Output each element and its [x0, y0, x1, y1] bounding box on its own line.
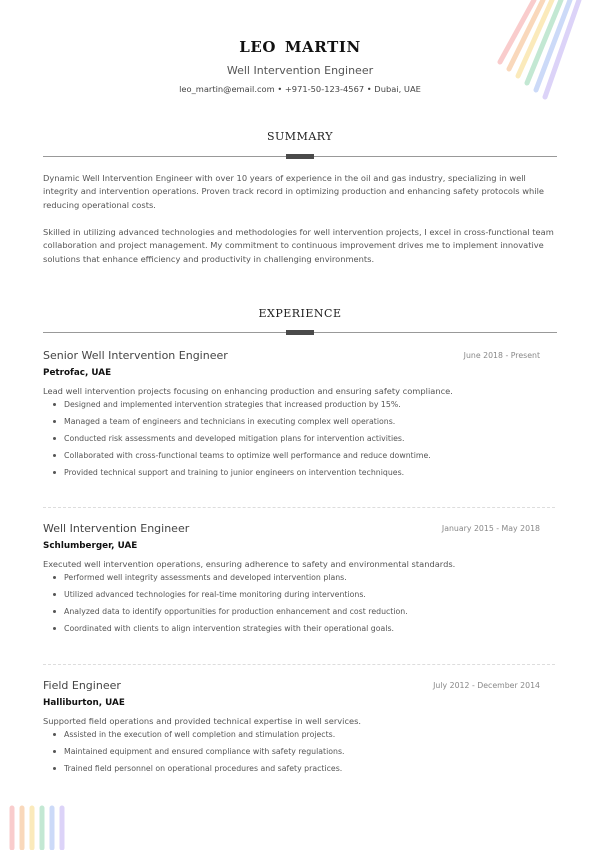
- candidate-title: Well Intervention Engineer: [226, 64, 374, 77]
- summary-paragraph: Skilled in utilizing advanced technologies and methodologies for well intervention projects, I excel in cross-functional team collaboration and project management. My commitment to continuous improvement drives me to implement innovative solutions that enhance efficiency and productivity in challenging environments.: [43, 227, 554, 264]
- summary-divider-mark: [286, 154, 314, 159]
- bullet-item: [53, 622, 557, 639]
- bullet-text: Coordinated with clients to align intervention strategies with their operational goals.: [64, 624, 395, 633]
- bullet-item: [53, 432, 557, 449]
- bullet-item: [53, 588, 557, 605]
- bullet-item: [53, 605, 557, 622]
- bullet-text: Provided technical support and training to junior engineers on intervention techniques.: [64, 468, 405, 477]
- bullet-text: Utilized advanced technologies for real-time monitoring during interventions.: [64, 590, 366, 599]
- bullet-text: Conducted risk assessments and developed mitigation plans for intervention activities.: [64, 434, 405, 443]
- job-description: Lead well intervention projects focusing on enhancing production and ensuring safety compliance.: [43, 386, 453, 396]
- entry-separator: [43, 664, 555, 665]
- bullet-item: [53, 449, 557, 466]
- experience-entry: [43, 522, 557, 639]
- bullet-icon: [53, 471, 56, 474]
- bullet-item: [53, 762, 557, 779]
- job-bullets: [43, 728, 557, 779]
- bullet-item: [53, 571, 557, 588]
- bullet-icon: [53, 454, 56, 457]
- bullet-item: [53, 466, 557, 483]
- bullet-item: [53, 398, 557, 415]
- bullet-icon: [53, 403, 56, 406]
- bullet-text: Trained field personnel on operational procedures and safety practices.: [64, 764, 343, 773]
- entry-separator: [43, 507, 555, 508]
- bullet-item: [53, 745, 557, 762]
- bullet-text: Maintained equipment and ensured compliance with safety regulations.: [64, 747, 345, 756]
- bullet-icon: [53, 593, 56, 596]
- job-title: Field Engineer: [43, 679, 121, 692]
- experience-entry: [43, 679, 557, 779]
- candidate-name: LEO MARTIN: [239, 38, 361, 56]
- job-description: Supported field operations and provided technical expertise in well services.: [43, 716, 362, 726]
- job-title: Senior Well Intervention Engineer: [43, 349, 228, 362]
- rainbow-bars-decoration: [0, 800, 80, 850]
- bullet-icon: [53, 767, 56, 770]
- summary-heading: SUMMARY: [267, 130, 333, 143]
- bullet-icon: [53, 610, 56, 613]
- job-dates: January 2015 - May 2018: [441, 524, 540, 533]
- bullet-icon: [53, 437, 56, 440]
- bullet-item: [53, 728, 557, 745]
- bullet-text: Collaborated with cross-functional teams to optimize well performance and reduce downtime.: [64, 451, 431, 460]
- bullet-text: Designed and implemented intervention strategies that increased production by 15%.: [64, 400, 401, 409]
- bullet-item: [53, 415, 557, 432]
- company-name: Halliburton, UAE: [43, 698, 125, 708]
- job-dates: June 2018 - Present: [463, 351, 540, 360]
- experience-heading: EXPERIENCE: [258, 307, 342, 320]
- summary-paragraph: Dynamic Well Intervention Engineer with over 10 years of experience in the oil and gas industry, specializing in well integrity and intervention operations. Proven track record in optimizing production and enhancing safety protocols while reducing operational costs.: [43, 173, 545, 210]
- bullet-icon: [53, 576, 56, 579]
- bullet-text: Managed a team of engineers and technicians in executing complex well operations.: [64, 417, 396, 426]
- job-title: Well Intervention Engineer: [43, 522, 190, 535]
- bullet-icon: [53, 733, 56, 736]
- bullet-text: Analyzed data to identify opportunities for production enhancement and cost reduction.: [64, 607, 408, 616]
- company-name: Petrofac, UAE: [43, 368, 112, 378]
- company-name: Schlumberger, UAE: [43, 541, 138, 551]
- bullet-icon: [53, 420, 56, 423]
- bullet-text: Performed well integrity assessments and developed intervention plans.: [64, 573, 347, 582]
- bullet-text: Assisted in the execution of well completion and stimulation projects.: [64, 730, 336, 739]
- bullet-icon: [53, 750, 56, 753]
- contact-info: leo_martin@email.com • +971-50-123-4567 • Dubai, UAE: [179, 84, 421, 94]
- bullet-icon: [53, 627, 56, 630]
- experience-divider-mark: [286, 330, 314, 335]
- resume-header: [0, 36, 600, 95]
- job-description: Executed well intervention operations, ensuring adherence to safety and environmental standards.: [43, 559, 456, 569]
- job-dates: July 2012 - December 2014: [433, 681, 540, 690]
- job-bullets: [43, 571, 557, 639]
- job-bullets: [43, 398, 557, 483]
- experience-entry: [43, 349, 557, 483]
